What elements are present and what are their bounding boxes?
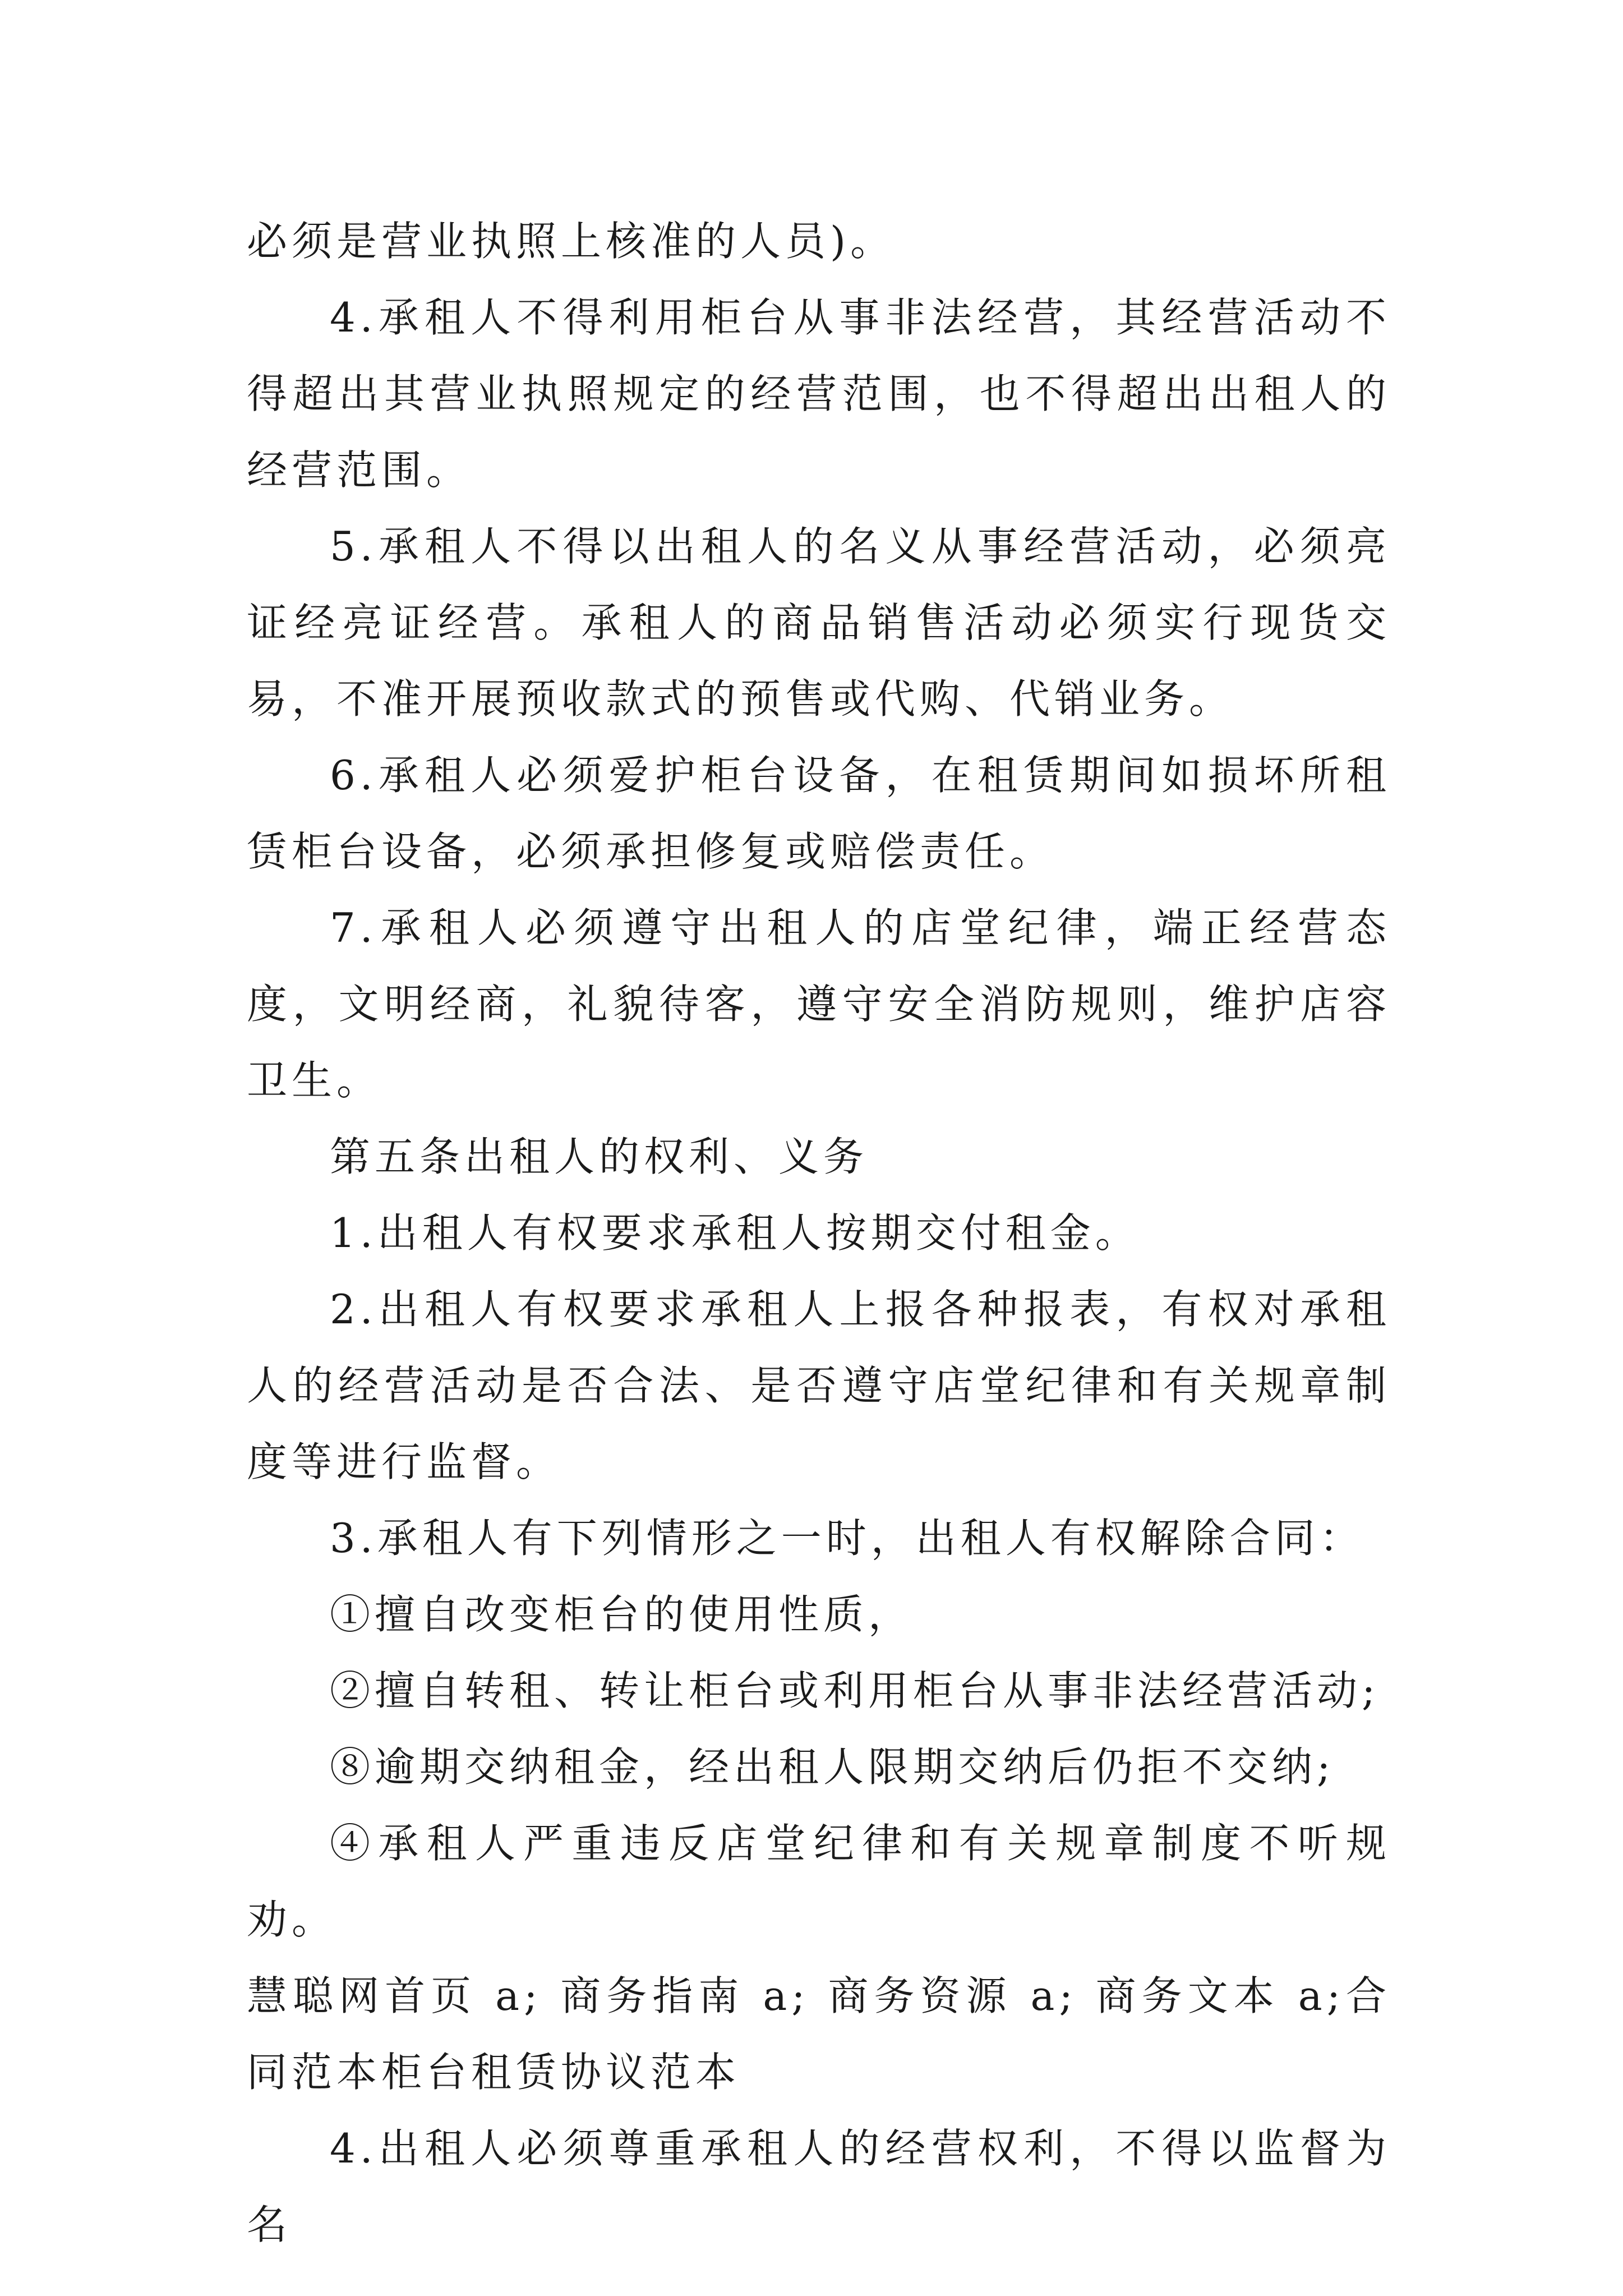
lessor-right-2: 2.出租人有权要求承租人上报各种报表，有权对承租人的经营活动是否合法、是否遵守店堂纪律和有关规章制度等进行监督。 — [247, 1286, 1391, 1485]
article-5-heading: 第五条出租人的权利、义务 — [330, 1133, 869, 1180]
lessor-right-1: 1.出租人有权要求承租人按期交付租金。 — [330, 1209, 1140, 1257]
termination-item-3: ⑧逾期交纳租金，经出租人限期交纳后仍拒不交纳; — [330, 1743, 1335, 1791]
lessor-obligation-4: 4.出租人必须尊重承租人的经营权利，不得以监督为名 — [247, 2125, 1391, 2248]
document-body — [247, 203, 1391, 2263]
clause-4-paragraph: 4.承租人不得利用柜台从事非法经营，其经营活动不得超出其营业执照规定的经营范围，也不得超出出租人的经营范围。 — [247, 294, 1391, 494]
clause-5-paragraph: 5.承租人不得以出租人的名义从事经营活动，必须亮证经亮证经营。承租人的商品销售活动必须实行现货交易，不准开展预收款式的预售或代购、代销业务。 — [247, 523, 1391, 723]
termination-item-2: ②擅自转租、转让柜台或利用柜台从事非法经营活动; — [330, 1667, 1380, 1714]
lessor-right-3: 3.承租人有下列情形之一时，出租人有权解除合同： — [330, 1515, 1364, 1562]
termination-item-1: ①擅自改变柜台的使用性质， — [330, 1591, 914, 1638]
paragraph-continuation: 必须是营业执照上核准的人员)。 — [247, 218, 896, 265]
clause-7-paragraph: 7.承租人必须遵守出租人的店堂纪律，端正经营态度，文明经商，礼貌待客，遵守安全消防规则，维护店容卫生。 — [247, 904, 1391, 1104]
termination-item-4: ④承租人严重违反店堂纪律和有关规章制度不听规劝。 — [247, 1820, 1391, 1943]
breadcrumb-text: 慧聪网首页 a; 商务指南 a; 商务资源 a; 商务文本 a;合同范本柜台租赁协议范本 — [247, 1972, 1391, 2096]
clause-6-paragraph: 6.承租人必须爱护柜台设备，在租赁期间如损坏所租赁柜台设备，必须承担修复或赔偿责任。 — [247, 752, 1391, 875]
